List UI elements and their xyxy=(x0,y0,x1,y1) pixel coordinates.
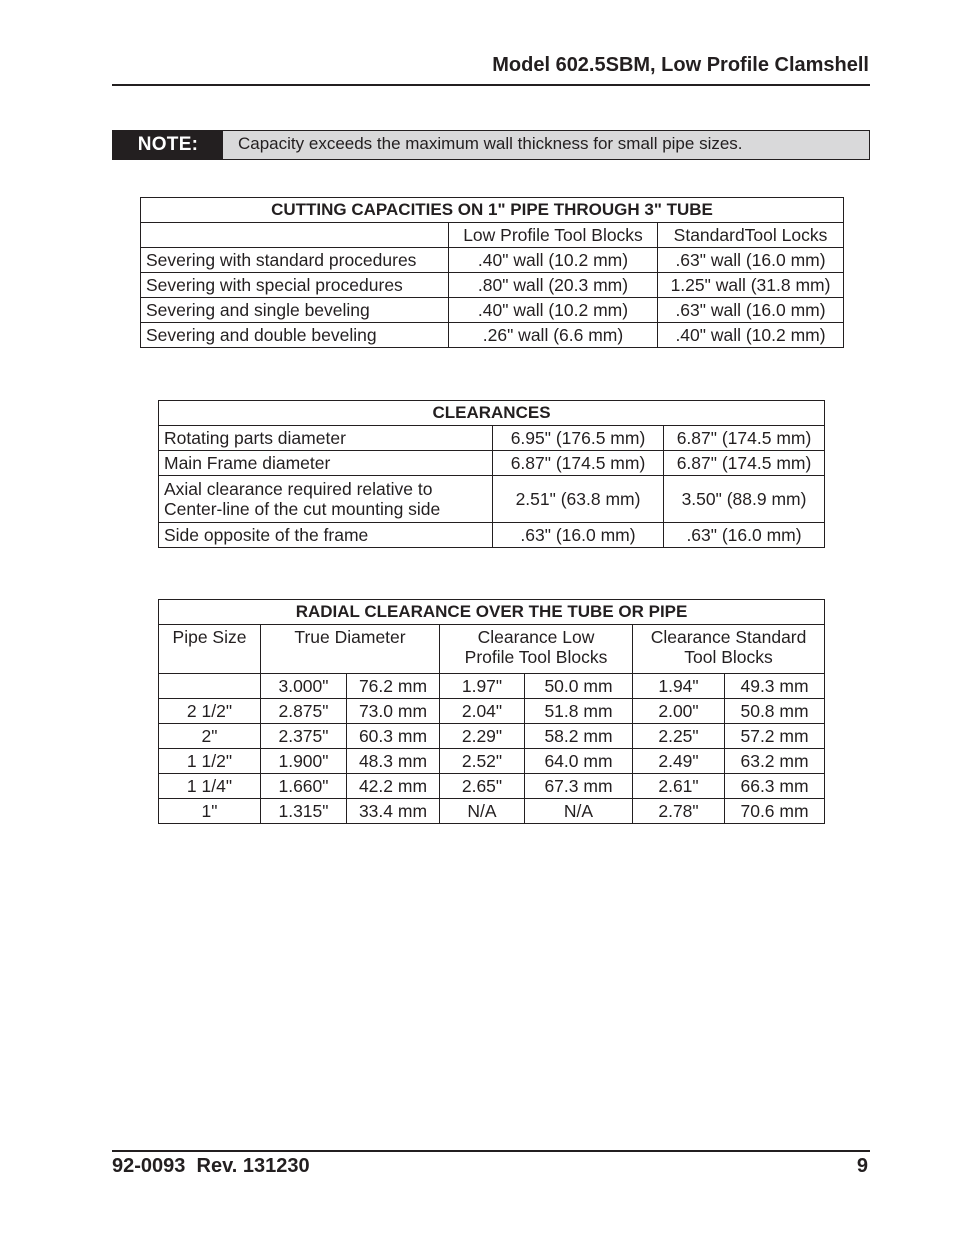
cell-std-mm: 49.3 mm xyxy=(725,674,825,699)
cell-low-mm: 51.8 mm xyxy=(525,699,633,724)
row-label xyxy=(159,476,493,523)
table-title-row xyxy=(159,401,825,426)
note-box xyxy=(112,130,870,160)
table-header-row xyxy=(159,625,825,674)
header-line-1: Clearance Standard xyxy=(650,627,807,647)
table-row xyxy=(159,774,825,799)
cell-std-mm: 70.6 mm xyxy=(725,799,825,824)
col-header-pipe-size: Pipe Size xyxy=(159,625,261,674)
cell-standard: .63" wall (16.0 mm) xyxy=(658,298,844,323)
cell-pipe-size: 1 1/4" xyxy=(159,774,261,799)
table-title-row xyxy=(159,600,825,625)
cell-std-in: 2.61" xyxy=(633,774,725,799)
table-row xyxy=(159,426,825,451)
table-row xyxy=(141,298,844,323)
cell-low-in: 2.65" xyxy=(440,774,525,799)
table-title-row xyxy=(141,198,844,223)
cell-low-in: 2.04" xyxy=(440,699,525,724)
cell-pipe-size: 2 1/2" xyxy=(159,699,261,724)
cell-diameter-in: 1.660" xyxy=(261,774,347,799)
cell-value-b: 3.50" (88.9 mm) xyxy=(664,476,825,523)
cell-std-in: 2.25" xyxy=(633,724,725,749)
document-number: 92-0093 Rev. 131230 xyxy=(112,1155,310,1177)
cell-std-in: 2.78" xyxy=(633,799,725,824)
cutting-table-title: CUTTING CAPACITIES ON 1" PIPE THROUGH 3" TUBE xyxy=(141,198,844,223)
cell-value-a: .63" (16.0 mm) xyxy=(493,523,664,548)
cell-value-a: 6.87" (174.5 mm) xyxy=(493,451,664,476)
note-text: Capacity exceeds the maximum wall thickness for small pipe sizes. xyxy=(223,131,869,159)
radial-table-title: RADIAL CLEARANCE OVER THE TUBE OR PIPE xyxy=(159,600,825,625)
cell-low-profile: .40" wall (10.2 mm) xyxy=(449,298,658,323)
cell-diameter-mm: 60.3 mm xyxy=(347,724,440,749)
row-label-line-2: Center-line of the cut mounting side xyxy=(164,499,441,519)
cell-diameter-in: 1.315" xyxy=(261,799,347,824)
cell-std-in: 2.00" xyxy=(633,699,725,724)
cell-low-profile: .40" wall (10.2 mm) xyxy=(449,248,658,273)
cell-low-in: 2.52" xyxy=(440,749,525,774)
row-label: Severing and single beveling xyxy=(141,298,449,323)
col-header-true-diameter: True Diameter xyxy=(261,625,440,674)
table-row xyxy=(159,523,825,548)
cell-pipe-size xyxy=(159,674,261,699)
note-label: NOTE: xyxy=(113,131,223,159)
table-row xyxy=(141,323,844,348)
cell-value-b: 6.87" (174.5 mm) xyxy=(664,426,825,451)
cell-low-in: 1.97" xyxy=(440,674,525,699)
cell-value-b: .63" (16.0 mm) xyxy=(664,523,825,548)
table-row xyxy=(141,273,844,298)
cell-std-mm: 63.2 mm xyxy=(725,749,825,774)
row-label: Severing with special procedures xyxy=(141,273,449,298)
radial-clearance-table xyxy=(158,599,825,824)
cell-diameter-mm: 33.4 mm xyxy=(347,799,440,824)
col-header-clearance-low xyxy=(440,625,633,674)
table-row xyxy=(159,451,825,476)
cutting-capacities-table xyxy=(140,197,844,348)
row-label-line-1: Axial clearance required relative to xyxy=(164,479,433,499)
empty-header-cell xyxy=(141,223,449,248)
table-header-row xyxy=(141,223,844,248)
header-line-2: Tool Blocks xyxy=(684,647,773,667)
page-header-title: Model 602.5SBM, Low Profile Clamshell xyxy=(492,54,869,76)
cell-diameter-mm: 76.2 mm xyxy=(347,674,440,699)
row-label: Severing and double beveling xyxy=(141,323,449,348)
table-row xyxy=(159,749,825,774)
table-row xyxy=(159,699,825,724)
cell-pipe-size: 1 1/2" xyxy=(159,749,261,774)
row-label: Rotating parts diameter xyxy=(159,426,493,451)
cell-std-mm: 66.3 mm xyxy=(725,774,825,799)
cell-pipe-size: 2" xyxy=(159,724,261,749)
cell-low-profile: .80" wall (20.3 mm) xyxy=(449,273,658,298)
cell-standard: 1.25" wall (31.8 mm) xyxy=(658,273,844,298)
cell-low-mm: 64.0 mm xyxy=(525,749,633,774)
cell-low-mm: 67.3 mm xyxy=(525,774,633,799)
cell-std-in: 1.94" xyxy=(633,674,725,699)
cell-std-in: 2.49" xyxy=(633,749,725,774)
cell-low-mm: 50.0 mm xyxy=(525,674,633,699)
cell-diameter-mm: 73.0 mm xyxy=(347,699,440,724)
cell-low-profile: .26" wall (6.6 mm) xyxy=(449,323,658,348)
cell-pipe-size: 1" xyxy=(159,799,261,824)
clearances-table xyxy=(158,400,825,548)
cell-standard: .40" wall (10.2 mm) xyxy=(658,323,844,348)
cell-std-mm: 57.2 mm xyxy=(725,724,825,749)
cell-value-a: 6.95" (176.5 mm) xyxy=(493,426,664,451)
header-divider xyxy=(112,84,870,86)
table-row xyxy=(159,476,825,523)
col-header-standard: StandardTool Locks xyxy=(658,223,844,248)
cell-low-mm: 58.2 mm xyxy=(525,724,633,749)
row-label: Main Frame diameter xyxy=(159,451,493,476)
cell-diameter-in: 1.900" xyxy=(261,749,347,774)
table-row xyxy=(159,724,825,749)
col-header-clearance-standard xyxy=(633,625,825,674)
cell-diameter-mm: 48.3 mm xyxy=(347,749,440,774)
table-row xyxy=(141,248,844,273)
footer-divider xyxy=(112,1150,870,1152)
cell-low-in: N/A xyxy=(440,799,525,824)
cell-value-b: 6.87" (174.5 mm) xyxy=(664,451,825,476)
cell-std-mm: 50.8 mm xyxy=(725,699,825,724)
cell-standard: .63" wall (16.0 mm) xyxy=(658,248,844,273)
table-row xyxy=(159,674,825,699)
row-label: Side opposite of the frame xyxy=(159,523,493,548)
clearances-table-title: CLEARANCES xyxy=(159,401,825,426)
table-row xyxy=(159,799,825,824)
cell-diameter-in: 2.375" xyxy=(261,724,347,749)
header-line-2: Profile Tool Blocks xyxy=(464,647,608,667)
cell-value-a: 2.51" (63.8 mm) xyxy=(493,476,664,523)
cell-diameter-mm: 42.2 mm xyxy=(347,774,440,799)
cell-low-mm: N/A xyxy=(525,799,633,824)
cell-diameter-in: 3.000" xyxy=(261,674,347,699)
page-number: 9 xyxy=(856,1155,868,1177)
cell-diameter-in: 2.875" xyxy=(261,699,347,724)
col-header-low-profile: Low Profile Tool Blocks xyxy=(449,223,658,248)
cell-low-in: 2.29" xyxy=(440,724,525,749)
header-line-1: Clearance Low xyxy=(477,627,595,647)
row-label: Severing with standard procedures xyxy=(141,248,449,273)
